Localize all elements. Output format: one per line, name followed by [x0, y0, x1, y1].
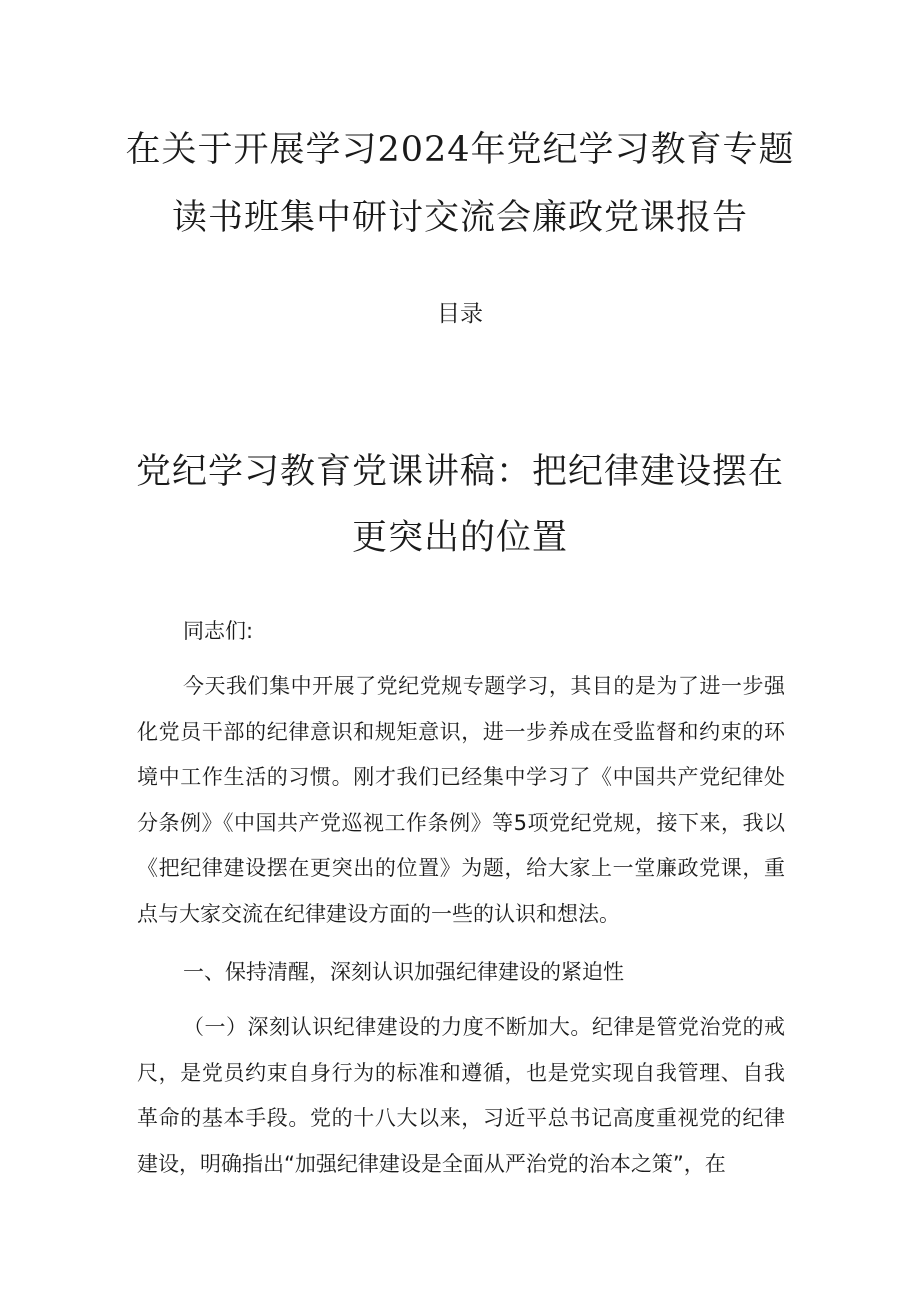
document-title-line-1: 在关于开展学习2024年党纪学习教育专题 — [125, 130, 795, 170]
section-title-line-1: 党纪学习教育党课讲稿：把纪律建设摆在 — [135, 452, 784, 492]
section-heading-1: 一、保持清醒，深刻认识加强纪律建设的紧迫性 — [183, 960, 624, 984]
body-paragraph-1: （一）深刻认识纪律建设的力度不断加大。纪律是管党治党的戒尺，是党员约束自身行为的标准和遵循，也是党实现自我管理、自我革命的基本手段。党的十八大以来，习近平总书记高度重视党的纪律建设，明确指出“加强纪律建设是全面从严治党的治本之策”，在 — [137, 1015, 785, 1176]
section-title-line-2: 更突出的位置 — [351, 518, 568, 558]
salutation: 同志们: — [183, 619, 254, 643]
document-title-line-2: 读书班集中研讨交流会廉政党课报告 — [171, 198, 748, 238]
intro-paragraph: 今天我们集中开展了党纪党规专题学习，其目的是为了进一步强化党员干部的纪律意识和规矩意识，进一步养成在受监督和约束的环境中工作生活的习惯。刚才我们已经集中学习了《中国共产党纪律处分条例》《中国共产党巡视工作条例》等5项党纪党规，接下来，我以《把纪律建设摆在更突出的位置》为题，给大家上一堂廉政党课，重点与大家交流在纪律建设方面的一些的认识和想法。 — [137, 674, 785, 926]
table-of-contents-label: 目录 — [437, 301, 483, 327]
